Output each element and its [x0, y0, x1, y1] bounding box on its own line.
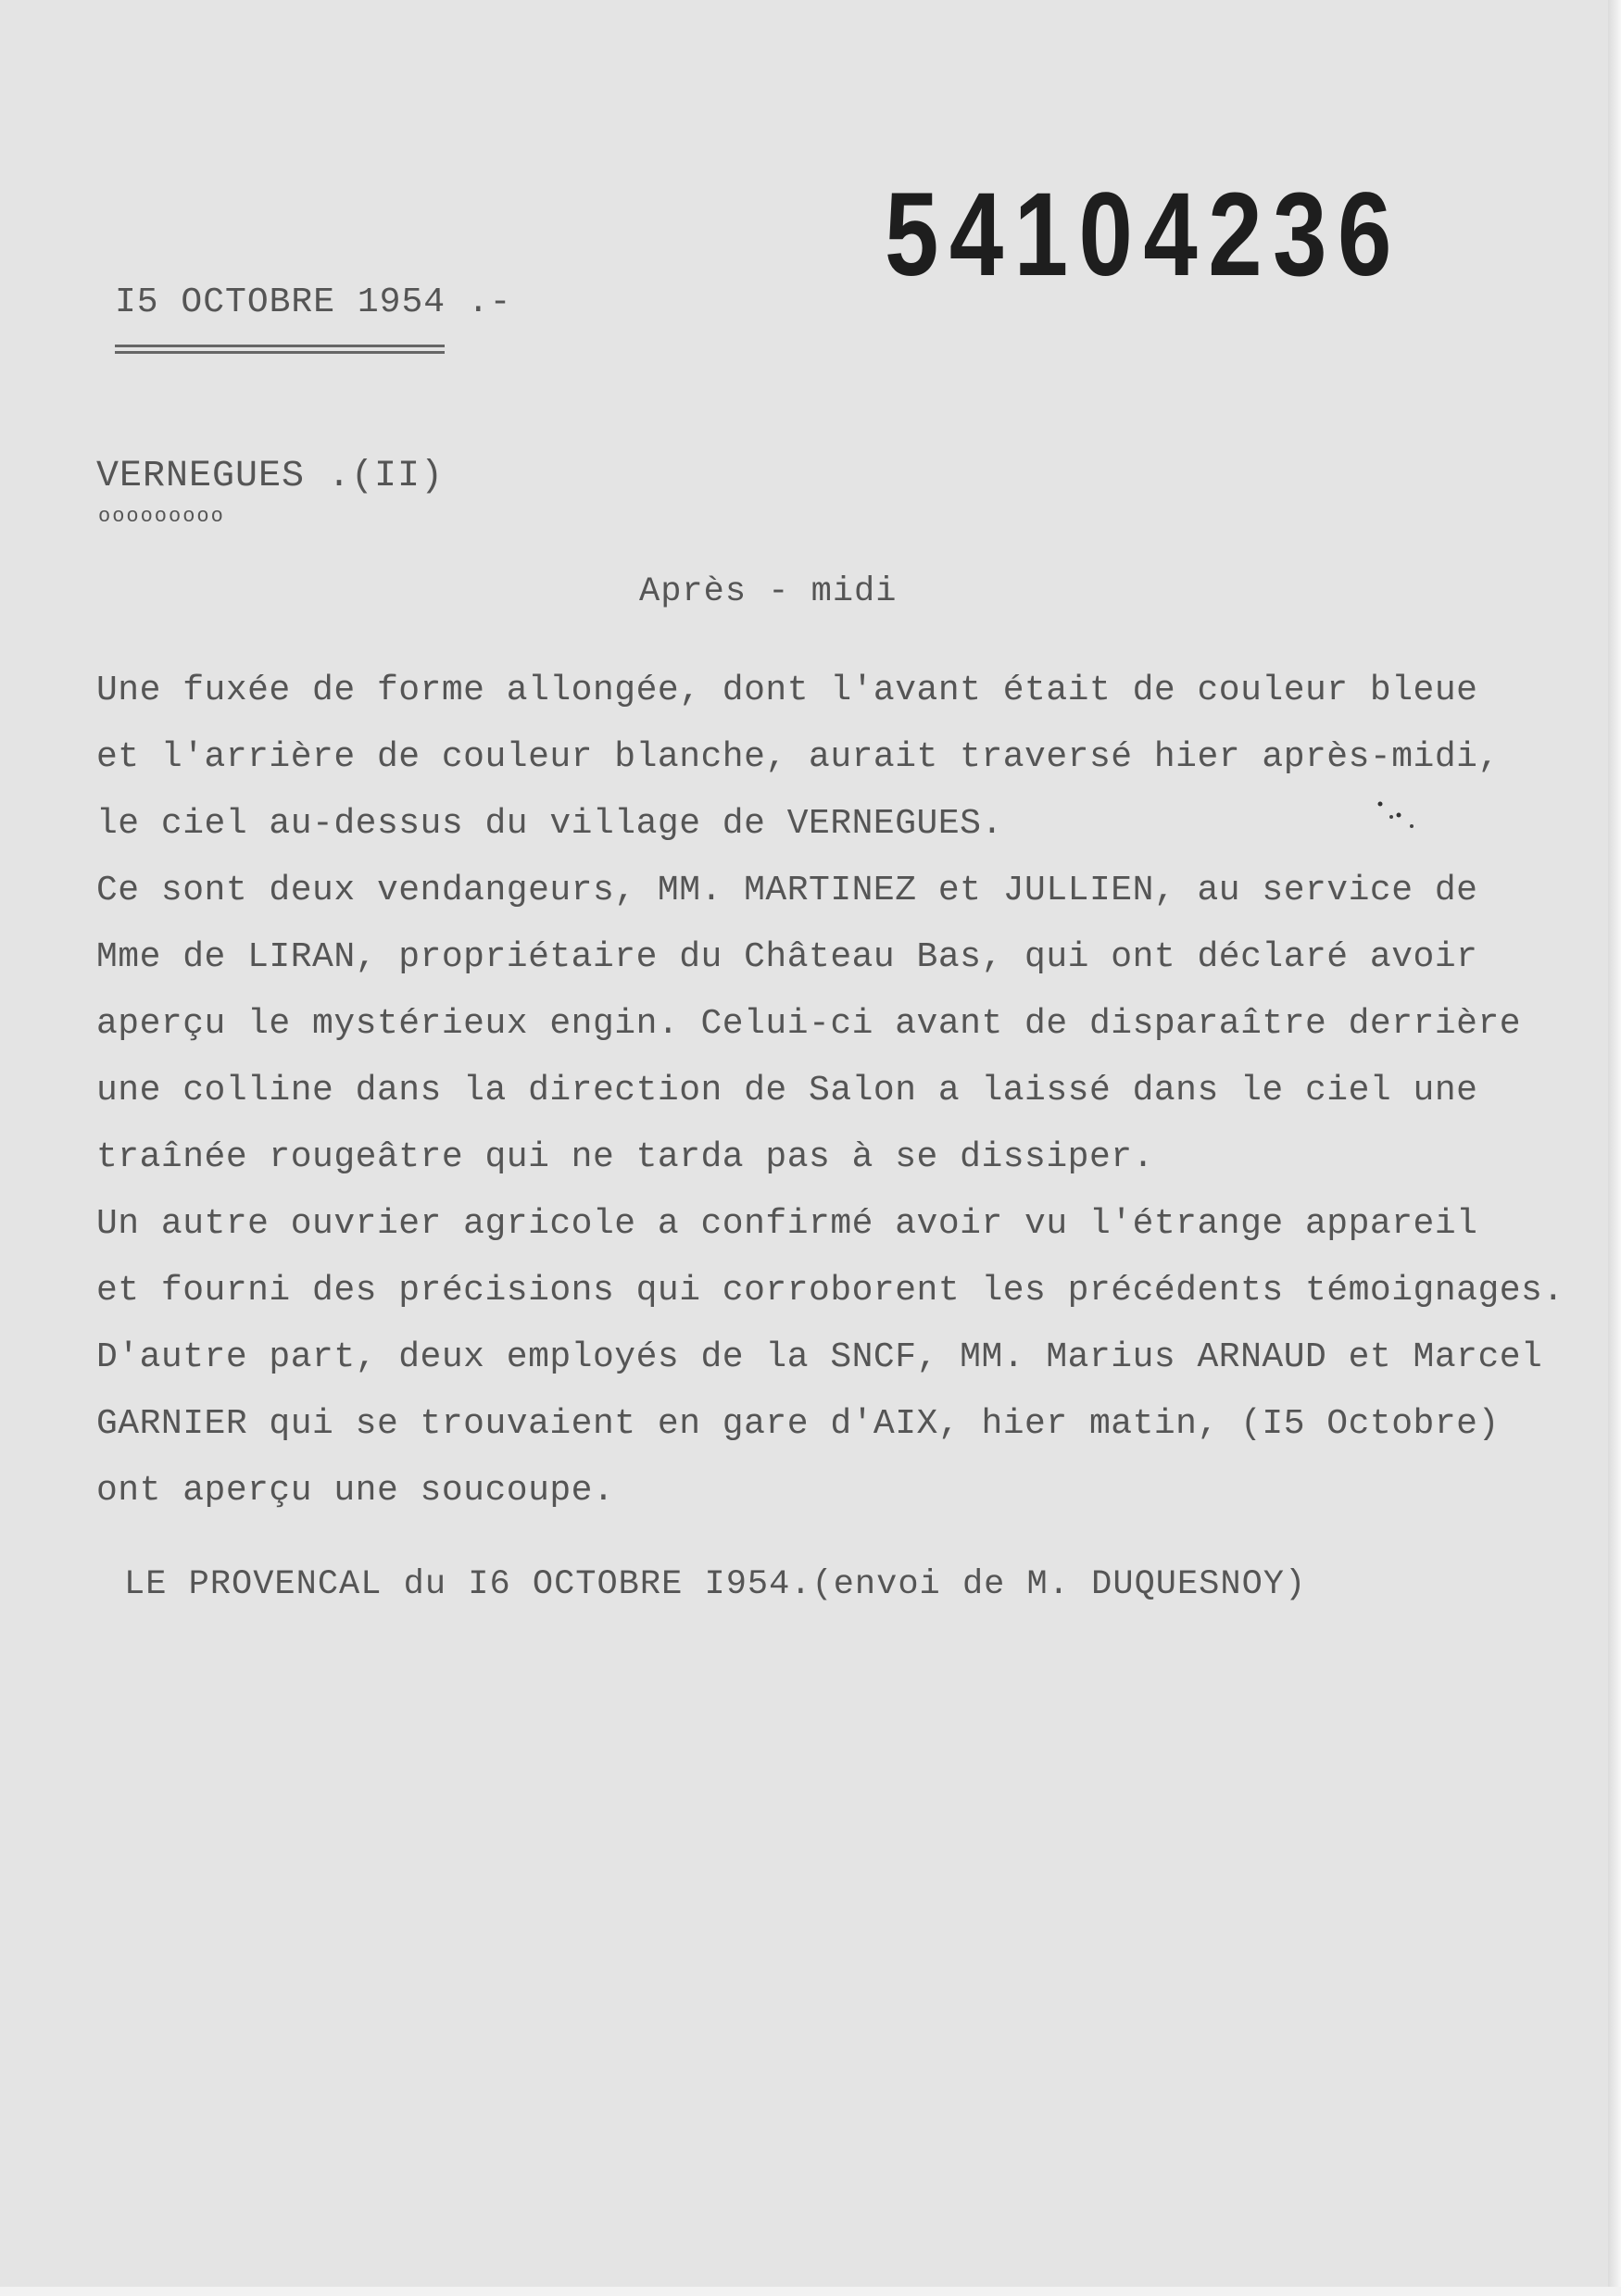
- body-line: ont aperçu une soucoupe.: [96, 1471, 615, 1511]
- section-title: VERNEGUES .(II): [96, 456, 445, 497]
- archive-stamp-number: 54104236: [885, 169, 1402, 301]
- source-citation: LE PROVENCAL du I6 OCTOBRE I954.(envoi de M. DUQUESNOY): [124, 1565, 1307, 1604]
- page-bottom-edge: [0, 2287, 1621, 2296]
- body-line: Mme de LIRAN, propriétaire du Château Bas, qui ont déclaré avoir: [96, 937, 1478, 977]
- body-line: le ciel au-dessus du village de VERNEGUES.: [96, 804, 1003, 844]
- body-line: D'autre part, deux employés de la SNCF, MM. Marius ARNAUD et Marcel: [96, 1337, 1543, 1377]
- body-line: aperçu le mystérieux engin. Celui-ci avant de disparaître derrière: [96, 1004, 1522, 1044]
- body-line: GARNIER qui se trouvaient en gare d'AIX, hier matin, (I5 Octobre): [96, 1404, 1500, 1444]
- section-ornament: ooooooooo: [98, 505, 225, 528]
- body-line: une colline dans la direction de Salon a laissé dans le ciel une: [96, 1071, 1478, 1110]
- page-edge-shadow: [1608, 0, 1621, 2296]
- article-body: [96, 658, 1597, 1524]
- document-date: I5 OCTOBRE 1954 .-: [115, 282, 512, 322]
- body-line: Une fuxée de forme allongée, dont l'avant était de couleur bleue: [96, 671, 1478, 710]
- body-line: traînée rougeâtre qui ne tarda pas à se dissiper.: [96, 1137, 1154, 1177]
- date-double-underline: [115, 345, 445, 354]
- ink-specks: [1371, 797, 1426, 843]
- body-line: et fourni des précisions qui corroborent les précédents témoignages.: [96, 1271, 1564, 1311]
- body-line: et l'arrière de couleur blanche, aurait traversé hier après-midi,: [96, 737, 1500, 777]
- body-line: Un autre ouvrier agricole a confirmé avoir vu l'étrange appareil: [96, 1204, 1478, 1244]
- sub-heading: Après - midi: [639, 572, 898, 611]
- body-line: Ce sont deux vendangeurs, MM. MARTINEZ et JULLIEN, au service de: [96, 871, 1478, 910]
